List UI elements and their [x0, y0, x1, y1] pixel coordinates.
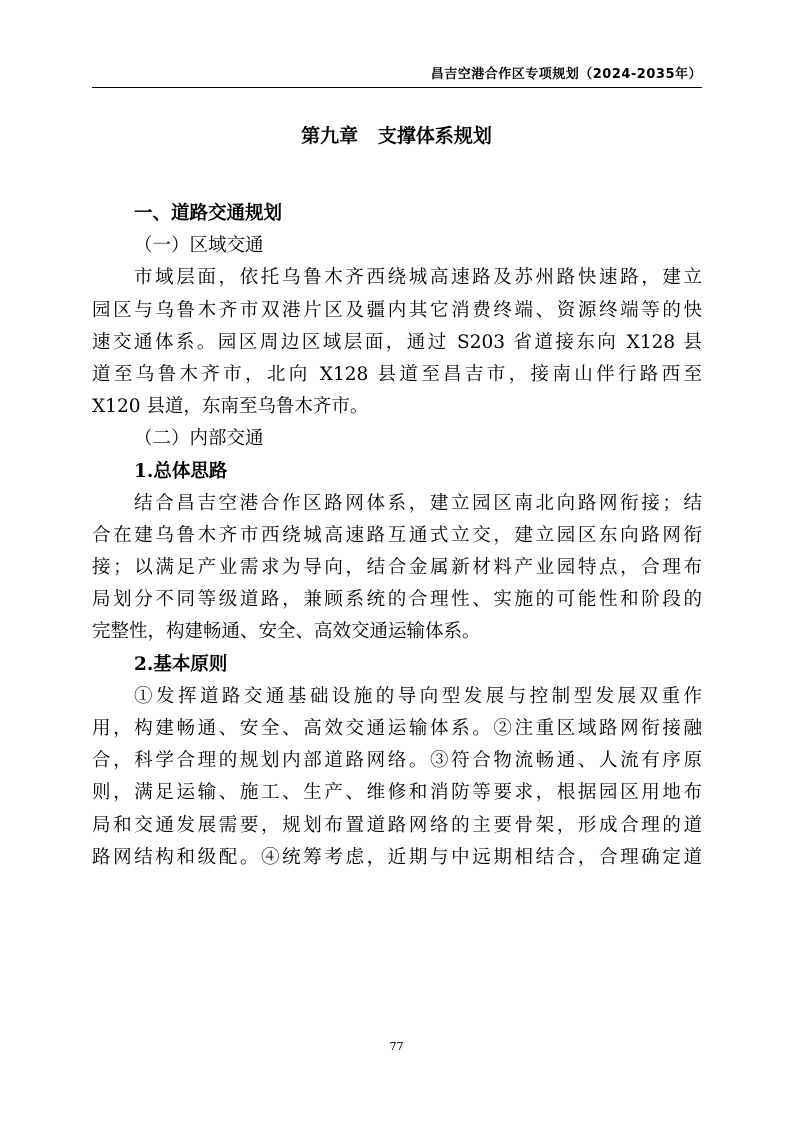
heading-basic-principles: 2.基本原则 — [134, 653, 228, 675]
paragraph-line: ①发挥道路交通基础设施的导向型发展与控制型发展双重作 — [134, 685, 702, 707]
paragraph-line: 园区与乌鲁木齐市双港片区及疆内其它消费终端、资源终端等的快 — [92, 299, 702, 321]
paragraph-line: 路网结构和级配。④统筹考虑，近期与中远期相结合，合理确定道 — [92, 846, 702, 868]
paragraph-line: 合在建乌鲁木齐市西绕城高速路互通式立交，建立园区东向路网衔 — [92, 524, 702, 546]
paragraph-line: 局和交通发展需要，规划布置道路网络的主要骨架，形成合理的道 — [92, 814, 702, 836]
subsection-heading-internal: （二）内部交通 — [134, 428, 264, 450]
paragraph-overall-approach — [92, 488, 702, 649]
paragraph-basic-principles — [92, 681, 702, 874]
paragraph-line: 结合昌吉空港合作区路网体系，建立园区南北向路网衔接；结 — [134, 492, 702, 514]
paragraph-line: 则，满足运输、施工、生产、维修和消防等要求，根据园区用地布 — [92, 782, 702, 804]
chapter-title: 第九章 支撑体系规划 — [301, 125, 492, 147]
paragraph-regional-traffic — [92, 262, 702, 423]
subsection-heading-regional: （一）区域交通 — [134, 235, 264, 257]
paragraph-line: 用，构建畅通、安全、高效交通运输体系。②注重区域路网衔接融 — [92, 718, 702, 739]
document-body — [92, 198, 702, 874]
paragraph-line: 完整性，构建畅通、安全、高效交通运输体系。 — [92, 621, 481, 643]
paragraph-line: 市域层面，依托乌鲁木齐西绕城高速路及苏州路快速路，建立 — [134, 267, 702, 289]
paragraph-line: 速交通体系。园区周边区域层面，通过 S203 省道接东向 X128 县 — [92, 331, 702, 353]
paragraph-line: 道至乌鲁木齐市，北向 X128 县道至昌吉市，接南山伴行路西至 — [92, 363, 702, 385]
paragraph-line: 接；以满足产业需求为导向，结合金属新材料产业园特点，合理布 — [92, 557, 702, 579]
running-header: 昌吉空港合作区专项规划（2024-2035年） — [92, 66, 702, 88]
page-number: 77 — [389, 1040, 404, 1053]
section-heading-road: 一、道路交通规划 — [134, 203, 283, 224]
paragraph-line: 合，科学合理的规划内部道路网络。③符合物流畅通、人流有序原 — [92, 750, 702, 772]
heading-overall-approach: 1.总体思路 — [134, 460, 228, 482]
paragraph-line: X120 县道，东南至乌鲁木齐市。 — [92, 396, 369, 418]
paragraph-line: 局划分不同等级道路，兼顾系统的合理性、实施的可能性和阶段的 — [92, 589, 702, 611]
